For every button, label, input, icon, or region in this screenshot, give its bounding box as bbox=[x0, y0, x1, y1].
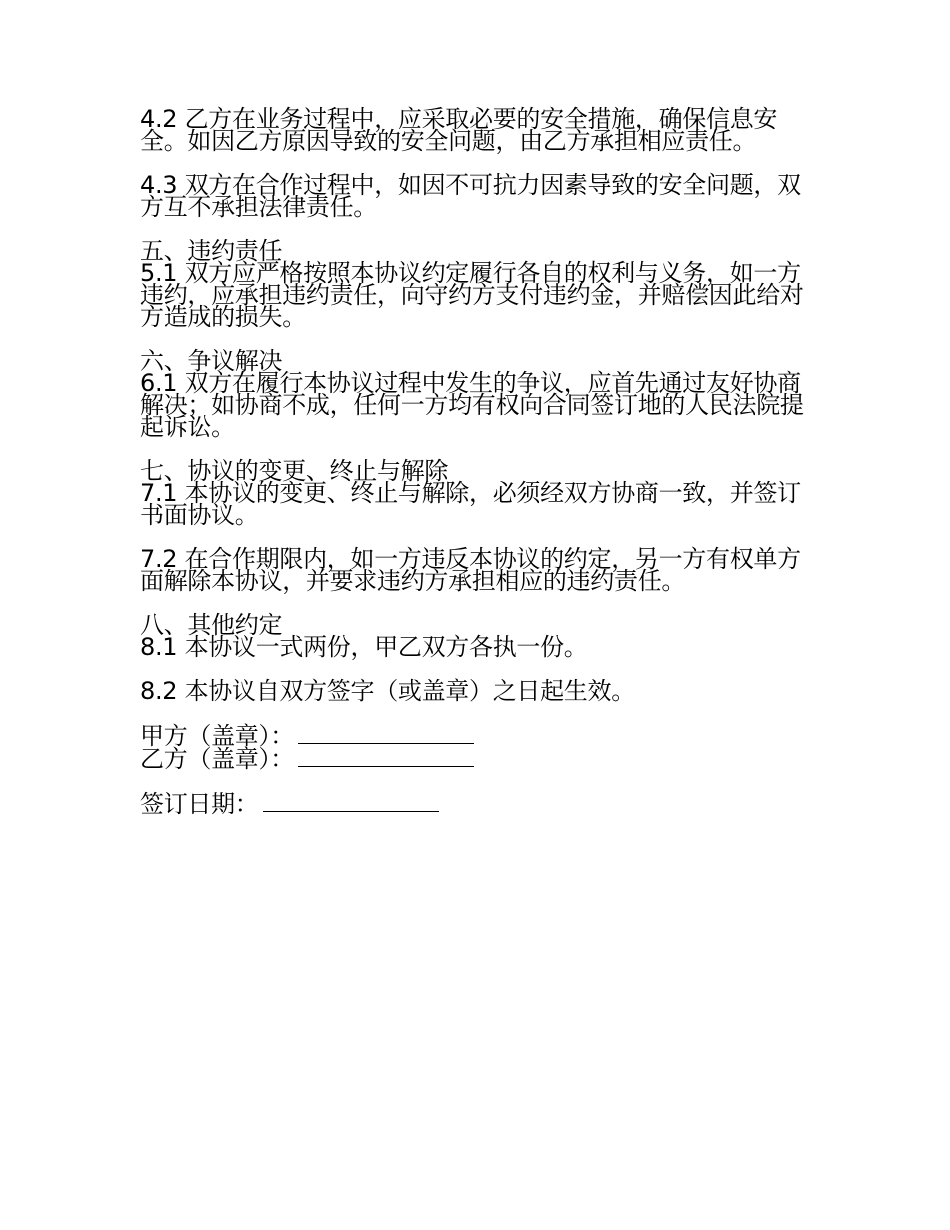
sign-date-line bbox=[140, 790, 820, 818]
party-a-signature-line bbox=[140, 722, 820, 750]
party-b-signature-line bbox=[140, 745, 820, 773]
clause-6-1: 6.1 双方在履行本协议过程中发生的争议，应首先通过友好协商解决；如协商不成，任何一方均有权向合同签订地的人民法院提起诉讼。 bbox=[140, 369, 804, 441]
sign-date-blank bbox=[263, 792, 439, 812]
clause-7-2: 7.2 在合作期限内，如一方违反本协议的约定，另一方有权单方面解除本协议，并要求违约方承担相应的违约责任。 bbox=[140, 545, 801, 595]
clause-4-3: 4.3 双方在合作过程中，如因不可抗力因素导致的安全问题，双方互不承担法律责任。 bbox=[140, 171, 801, 221]
section-8-title: 八、其他约定 bbox=[140, 611, 283, 639]
party-b-signature-blank bbox=[298, 747, 474, 767]
party-a-label: 甲方（盖章）： bbox=[140, 722, 294, 750]
document-page bbox=[140, 105, 820, 818]
party-b-label: 乙方（盖章）： bbox=[140, 745, 294, 773]
signature-block bbox=[140, 722, 820, 773]
clause-4-2: 4.2 乙方在业务过程中，应采取必要的安全措施，确保信息安全。如因乙方原因导致的安全问题，由乙方承担相应责任。 bbox=[140, 105, 778, 155]
clause-8-2: 8.2 本协议自双方签字（或盖章）之日起生效。 bbox=[140, 677, 635, 705]
section-5-title: 五、违约责任 bbox=[140, 237, 283, 265]
party-a-signature-blank bbox=[298, 724, 474, 744]
clause-8-1: 8.1 本协议一式两份，甲乙双方各执一份。 bbox=[140, 633, 588, 661]
clause-7-1: 7.1 本协议的变更、终止与解除，必须经双方协商一致，并签订书面协议。 bbox=[140, 479, 801, 529]
sign-date-label: 签订日期： bbox=[140, 790, 259, 818]
clause-5-1: 5.1 双方应严格按照本协议约定履行各自的权利与义务，如一方违约，应承担违约责任，向守约方支付违约金，并赔偿因此给对方造成的损失。 bbox=[140, 259, 804, 331]
section-7-title: 七、协议的变更、终止与解除 bbox=[140, 457, 449, 485]
section-6-title: 六、争议解决 bbox=[140, 347, 283, 375]
